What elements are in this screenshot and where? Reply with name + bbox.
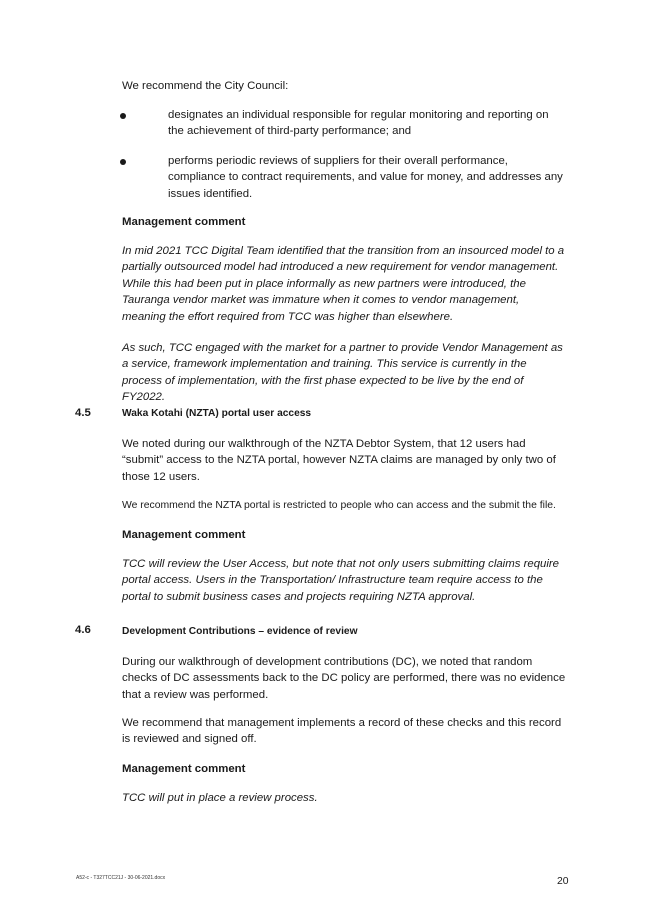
section-number: 4.6 <box>75 624 91 636</box>
management-comment-heading: Management comment <box>122 216 246 228</box>
management-comment-heading: Management comment <box>122 763 246 775</box>
section-paragraph: During our walkthrough of development contributions (DC), we noted that random checks of DC assessments back to the DC policy are performed, there was no evidence that a review was performed. <box>122 656 566 701</box>
section-number: 4.5 <box>75 407 91 419</box>
management-comment-text: TCC will review the User Access, but note that not only users submitting claims require portal access. Users in the Transportation/ Infrastructure team require access to the portal to submit business cases and projects requiring NZTA approval. <box>122 558 560 603</box>
management-comment-text: As such, TCC engaged with the market for a partner to provide Vendor Management as a service, framework implementation and training. This service is currently in the process of implementation, with the first phase expected to be live by the end of FY2022. <box>122 342 563 404</box>
page-number: 20 <box>557 876 569 887</box>
section-paragraph: We recommend the NZTA portal is restricted to people who can access and the submit the file. <box>122 500 556 511</box>
section-title: Development Contributions – evidence of review <box>122 626 358 637</box>
section-paragraph: We recommend that management implements a record of these checks and this record is reviewed and signed off. <box>122 717 562 746</box>
intro-text: We recommend the City Council: <box>122 80 289 92</box>
management-comment-text: In mid 2021 TCC Digital Team identified that the transition from an insourced model to a partially outsourced model had introduced a new requirement for vendor management. While this had been put in place informally as new partners were introduced, the Tauranga vendor market was immature when it comes to vendor management, meaning the effort required from TCC was higher than elsewhere. <box>122 245 565 323</box>
management-comment-text: TCC will put in place a review process. <box>122 792 318 804</box>
bullet-icon <box>120 159 126 165</box>
section-paragraph: We noted during our walkthrough of the NZTA Debtor System, that 12 users had “submit” access to the NZTA portal, however NZTA claims are managed by only two of those 12 users. <box>122 438 556 483</box>
bullet-item: performs periodic reviews of suppliers for their overall performance, compliance to contract requirements, and value for money, and addresses any issues identified. <box>168 155 563 200</box>
bullet-icon <box>120 113 126 119</box>
footer-document-reference: A52-c - T327TCC21J - 30-06-2021.docx <box>76 875 166 881</box>
section-title: Waka Kotahi (NZTA) portal user access <box>122 408 312 419</box>
management-comment-heading: Management comment <box>122 529 246 541</box>
bullet-item: designates an individual responsible for regular monitoring and reporting on the achievement of third-party performance; and <box>168 109 549 138</box>
